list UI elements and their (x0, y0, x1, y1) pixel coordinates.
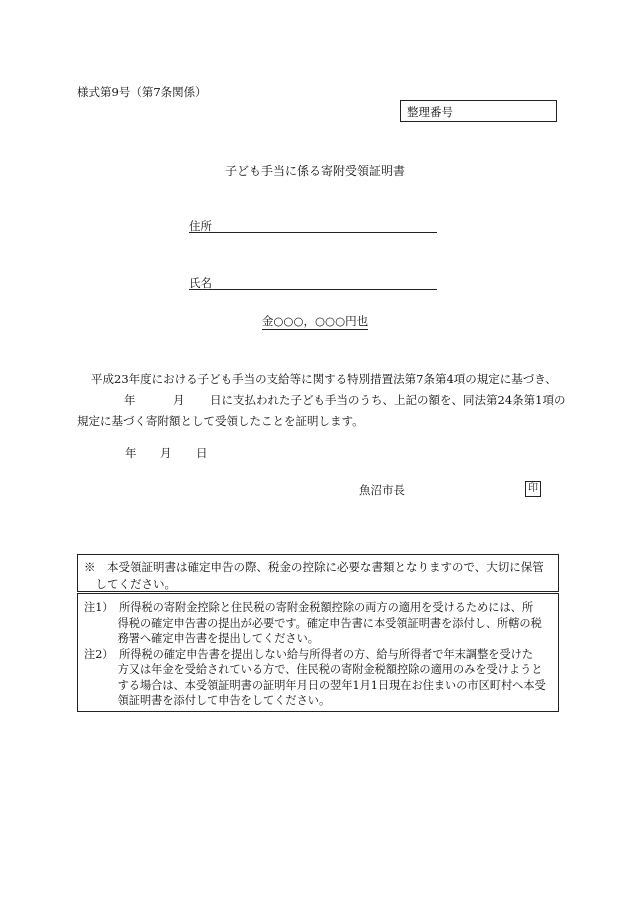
date-nen: 年 (125, 446, 137, 460)
note2-line-2: 方又は年金を受給されている方で、住民税の寄附金税額控除の適用のみを受けようと (84, 663, 543, 676)
seiri-number-box[interactable] (400, 100, 557, 122)
note1-line-1: 注1） 所得税の寄附金控除と住民税の寄附金税額控除の両方の適用を受けるためには、所 (84, 601, 534, 614)
address-line[interactable] (189, 232, 437, 233)
note2-line-3: する場合は、本受領証明書の証明年月日の翌年1月1日現在お住まいの市区町村へ本受 (84, 678, 546, 692)
note2-line-4: 領証明書を添付して申告をしてください。 (84, 694, 331, 707)
date-hi: 日 (196, 446, 208, 460)
form-number: 様式第9号（第7条関係） (77, 85, 207, 99)
body-text (77, 369, 567, 432)
body-tsuki: 月 (173, 393, 185, 407)
address-label: 住所 (189, 219, 212, 233)
name-line[interactable] (189, 289, 437, 290)
notice-box (77, 554, 559, 592)
notice-line-2: してください。 (84, 577, 176, 591)
note2-line-1: 注2） 所得税の確定申告書を提出しない給与所得者の方、給与所得者で年末調整を受けた (84, 647, 534, 661)
name-label: 氏名 (189, 276, 212, 290)
seal-stamp: 印 (525, 481, 541, 497)
notes-box (77, 593, 559, 712)
seiri-number-label: 整理番号 (407, 105, 453, 119)
amount (0, 313, 630, 329)
body-line-3: 規定に基づく寄附額として受領したことを証明します。 (77, 414, 364, 428)
date-tsuki: 月 (160, 446, 172, 460)
amount-text: 金○○○，○○○円也 (261, 314, 369, 328)
note1-line-2: 得税の確定申告書の提出が必要です。確定申告書に本受領証明書を添付し、所轄の税 (84, 616, 542, 630)
body-line-2 (77, 390, 567, 411)
issue-date (0, 445, 630, 461)
note1-line-3: 務署へ確定申告書を提出してください。 (84, 632, 319, 645)
body-line-1: 平成23年度における子ども手当の支給等に関する特別措置法第7条第4項の規定に基づき、 (91, 372, 557, 386)
document-title: 子ども手当に係る寄附受領証明書 (224, 164, 405, 178)
body-line-2-rest: 日に支払われた子ども手当のうち、上記の額を、同法第24条第1項の (210, 393, 566, 407)
mayor-name: 魚沼市長 (359, 483, 405, 497)
body-nen: 年 (124, 393, 136, 407)
notice-line-1: ※ 本受領証明書は確定申告の際、税金の控除に必要な書類となりますので、大切に保管 (84, 560, 544, 574)
